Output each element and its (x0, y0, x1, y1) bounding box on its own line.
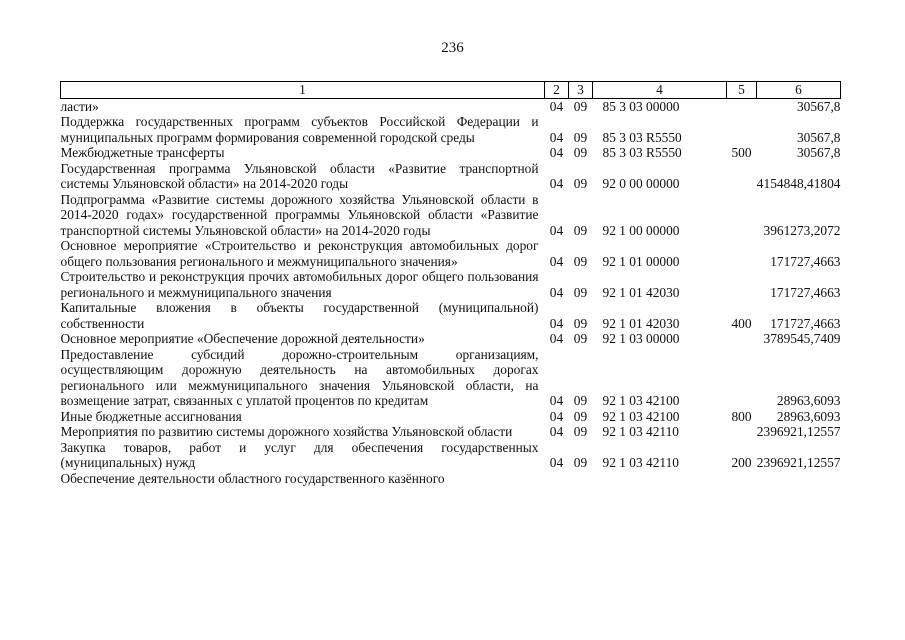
target-article-code: 92 1 00 00000 (602, 222, 680, 238)
subsection-code: 09 (573, 222, 588, 238)
amount-value: 171727,4663 (770, 315, 841, 331)
budget-table (60, 81, 841, 486)
table-row (61, 145, 841, 161)
target-article-code: 85 3 03 00000 (602, 98, 680, 114)
line-item-name: Подпрограмма «Развитие системы дорожного хозяйства Ульяновской области в 2014-2020 годах» государственной программы Ульяновской области «Развитие транспортной системы Ульяновской области» на 2014-2020 годы (60, 191, 539, 238)
amount-value: 171727,4663 (770, 284, 841, 300)
table-row (61, 192, 841, 239)
table-row (61, 424, 841, 440)
line-item-name: Основное мероприятие «Обеспечение дорожной деятельности» (60, 331, 425, 346)
target-article-code: 92 1 03 42100 (602, 408, 680, 424)
subsection-code: 09 (573, 331, 588, 346)
table-row (61, 161, 841, 192)
table-row (61, 440, 841, 471)
expense-type-code (727, 424, 757, 440)
column-header: 2 (545, 82, 569, 99)
amount-value (757, 471, 841, 487)
line-item-name: Иные бюджетные ассигнования (60, 408, 242, 424)
table-row (61, 347, 841, 409)
section-code: 04 (549, 284, 564, 300)
section-code: 04 (549, 176, 564, 191)
column-header: 5 (727, 82, 757, 99)
line-item-name: Основное мероприятие «Строительство и реконструкция автомобильных дорог общего пользования регионального и межмуниципального значения» (60, 238, 539, 269)
target-article-code: 92 1 01 00000 (602, 253, 680, 269)
subsection-code: 09 (573, 253, 588, 269)
subsection-code: 09 (573, 408, 588, 424)
line-item-name: Закупка товаров, работ и услуг для обеспечения государственных (муниципальных) нужд (60, 439, 539, 470)
column-header: 3 (569, 82, 593, 99)
expense-type-code: 800 (731, 408, 752, 424)
line-item-name: Предоставление субсидий дорожно-строительным организациям, осуществляющим дорожную деятельность на автомобильных дорогах регионального или межмуниципального значения Ульяновской области, на возмещение затрат, связанных с уплатой процентов по кредитам (60, 346, 539, 408)
section-code: 04 (549, 455, 564, 470)
expense-type-code (727, 161, 757, 192)
column-header: 1 (61, 82, 545, 99)
amount-value: 3961273,2072 (763, 222, 841, 238)
target-article-code (593, 471, 727, 487)
table-row (61, 331, 841, 347)
subsection-code: 09 (573, 176, 588, 191)
table-row (61, 300, 841, 331)
target-article-code: 92 1 03 42110 (602, 455, 679, 470)
subsection-code: 09 (573, 129, 588, 145)
section-code: 04 (549, 315, 564, 331)
column-header: 4 (593, 82, 727, 99)
target-article-code: 92 0 00 00000 (602, 176, 680, 191)
page-number: 236 (441, 40, 464, 56)
table-row (61, 238, 841, 269)
section-code: 04 (549, 222, 564, 238)
section-code: 04 (549, 129, 564, 145)
table-row (61, 471, 841, 487)
amount-value: 28963,6093 (776, 408, 841, 424)
subsection-code: 09 (573, 393, 588, 408)
expense-type-code (727, 114, 757, 145)
table-header-row (61, 82, 841, 99)
line-item-name: Межбюджетные трансферты (60, 145, 225, 160)
section-code: 04 (549, 408, 564, 424)
section-code: 04 (549, 98, 564, 114)
section-code: 04 (549, 393, 564, 408)
amount-value: 30567,8 (796, 145, 841, 160)
amount-value: 2396921,12557 (756, 424, 841, 439)
expense-type-code: 200 (731, 455, 752, 470)
target-article-code: 92 1 03 00000 (602, 331, 680, 346)
amount-value: 2396921,12557 (756, 455, 841, 470)
subsection-code: 09 (573, 284, 588, 300)
column-header: 6 (757, 82, 841, 99)
subsection-code: 09 (573, 455, 588, 470)
amount-value: 28963,6093 (776, 393, 841, 408)
subsection-code: 09 (573, 424, 588, 439)
target-article-code: 92 1 03 42110 (602, 424, 679, 439)
target-article-code: 85 3 03 R5550 (602, 129, 682, 145)
target-article-code: 85 3 03 R5550 (602, 145, 682, 160)
amount-value: 30567,8 (796, 129, 841, 145)
subsection-code: 09 (573, 98, 588, 114)
line-item-name: Строительство и реконструкция прочих автомобильных дорог общего пользования регионального и межмуниципального значения (60, 269, 539, 300)
section-code: 04 (549, 145, 564, 160)
expense-type-code: 500 (731, 145, 752, 160)
table-body (61, 98, 841, 486)
target-article-code: 92 1 01 42030 (602, 284, 680, 300)
expense-type-code (727, 471, 757, 487)
section-code: 04 (549, 331, 564, 346)
line-item-name: Государственная программа Ульяновской области «Развитие транспортной системы Ульяновской области» на 2014-2020 годы (60, 160, 539, 191)
line-item-name: ласти» (60, 98, 99, 114)
section-code (545, 471, 569, 487)
amount-value: 171727,4663 (770, 253, 841, 269)
line-item-name: Мероприятия по развитию системы дорожного хозяйства Ульяновской области (60, 424, 513, 439)
subsection-code: 09 (573, 315, 588, 331)
subsection-code: 09 (573, 145, 588, 160)
target-article-code: 92 1 01 42030 (602, 315, 680, 331)
expense-type-code (727, 331, 757, 347)
subsection-code (569, 471, 593, 487)
line-item-name: Капитальные вложения в объекты государственной (муниципальной) собственности (60, 300, 539, 331)
expense-type-code (727, 192, 757, 239)
amount-value: 30567,8 (796, 98, 841, 114)
table-row (61, 269, 841, 300)
expense-type-code (727, 238, 757, 269)
expense-type-code (727, 98, 757, 114)
expense-type-code: 400 (731, 315, 752, 331)
line-item-name: Обеспечение деятельности областного государственного казённого (60, 470, 445, 486)
section-code: 04 (549, 253, 564, 269)
expense-type-code (727, 347, 757, 409)
amount-value: 4154848,41804 (756, 176, 841, 191)
table-row (61, 409, 841, 425)
line-item-name: Поддержка государственных программ субъектов Российской Федерации и муниципальных программ формирования современной городской среды (60, 114, 539, 145)
amount-value: 3789545,7409 (763, 331, 841, 346)
target-article-code: 92 1 03 42100 (602, 393, 680, 408)
table-row (61, 114, 841, 145)
section-code: 04 (549, 424, 564, 439)
expense-type-code (727, 269, 757, 300)
table-row (61, 98, 841, 114)
